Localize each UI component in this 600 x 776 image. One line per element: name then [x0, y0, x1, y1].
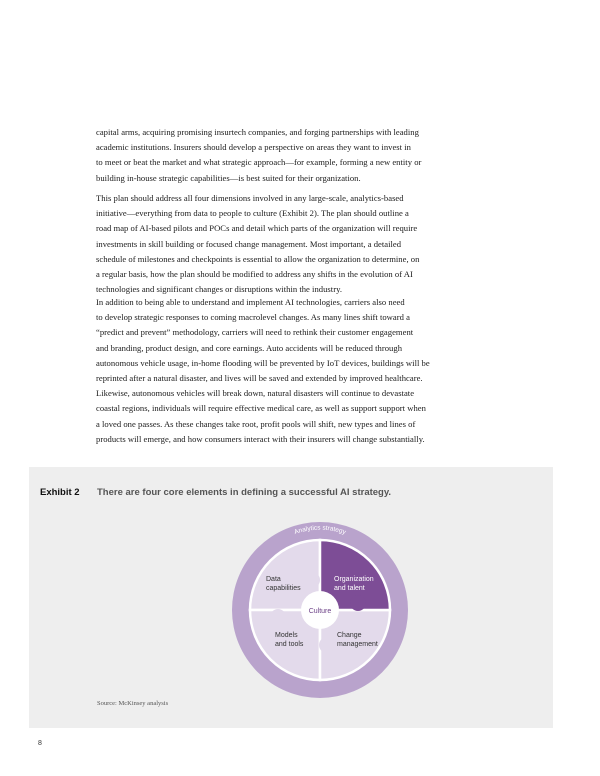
text-line: academic institutions. Insurers should develop a perspective on areas they want to invest in [96, 142, 411, 153]
text-line: road map of AI-based pilots and POCs and detail which parts of the organization will require [96, 223, 418, 234]
text-line: investments in skill building or focused change management. Most important, a detailed [96, 238, 402, 249]
text-line: Likewise, autonomous vehicles will break down, natural disasters will continue to devastate [96, 388, 415, 399]
text-line: a loved one passes. As these changes take root, profit pools will shift, new types and lines of [96, 418, 416, 429]
puzzle-tab-icon [350, 595, 366, 611]
text-line: products will emerge, and how consumers interact with their insurers will change substantially. [96, 433, 425, 444]
puzzle-tab-icon [304, 572, 320, 588]
text-line: coastal regions, individuals will require effective medical care, as well as support support when [96, 403, 426, 414]
ring-label: Analytics strategy [293, 524, 347, 537]
text-line: In addition to being able to understand and implement AI technologies, carriers also need [96, 297, 405, 307]
quadrant-label-line: Models [275, 632, 298, 639]
quadrant-label-line: capabilities [266, 585, 301, 592]
puzzle-tab-icon [270, 609, 286, 625]
text-line: a regular basis, how the plan should be modified to address any shifts in the evolution of AI [96, 269, 413, 280]
quadrant-label-line: management [337, 641, 378, 648]
text-line: reprinted after a natural disaster, and lives will be saved and extended by improved healthcare. [96, 373, 423, 384]
exhibit-title: There are four core elements in defining a successful AI strategy. [97, 487, 392, 498]
quadrant-label-line: Data [266, 576, 281, 583]
quadrant-label-line: Change [337, 632, 362, 639]
text-line: to meet or beat the market and what strategic approach—for example, forming a new entity or [96, 157, 422, 168]
center-label: Culture [308, 608, 332, 615]
quadrant-label-line: and tools [275, 641, 304, 648]
puzzle-tab-icon [319, 637, 335, 653]
source-note: Source: McKinsey analysis [97, 700, 169, 707]
text-line: This plan should address all four dimensions involved in any large-scale, analytics-based [96, 193, 404, 203]
text-line: capital arms, acquiring promising insurtech companies, and forging partnerships with leading [96, 127, 419, 137]
quadrant-label-line: and talent [334, 585, 365, 592]
exhibit-label: Exhibit 2 [40, 487, 80, 498]
quadrant-label-line: Organization [334, 576, 374, 583]
text-line: technologies and significant changes or disruptions within the industry. [96, 284, 342, 295]
text-line: autonomous vehicle usage, in-home flooding will be prevented by IoT devices, buildings will be [96, 357, 430, 368]
text-line: building in-house strategic capabilities—is best suited for their organization. [96, 172, 361, 183]
text-line: and branding, product design, and core earnings. Auto accidents will be reduced through [96, 342, 403, 353]
text-line: “predict and prevent” methodology, carriers will need to rethink their customer engagement [96, 327, 414, 338]
page-number: 8 [38, 740, 42, 747]
text-line: to develop strategic responses to coming macrolevel changes. As many lines shift toward a [96, 312, 410, 323]
text-line: schedule of milestones and checkpoints is essential to allow the organization to determine, on [96, 253, 420, 264]
text-line: initiative—everything from data to people to culture (Exhibit 2). The plan should outline a [96, 208, 409, 219]
